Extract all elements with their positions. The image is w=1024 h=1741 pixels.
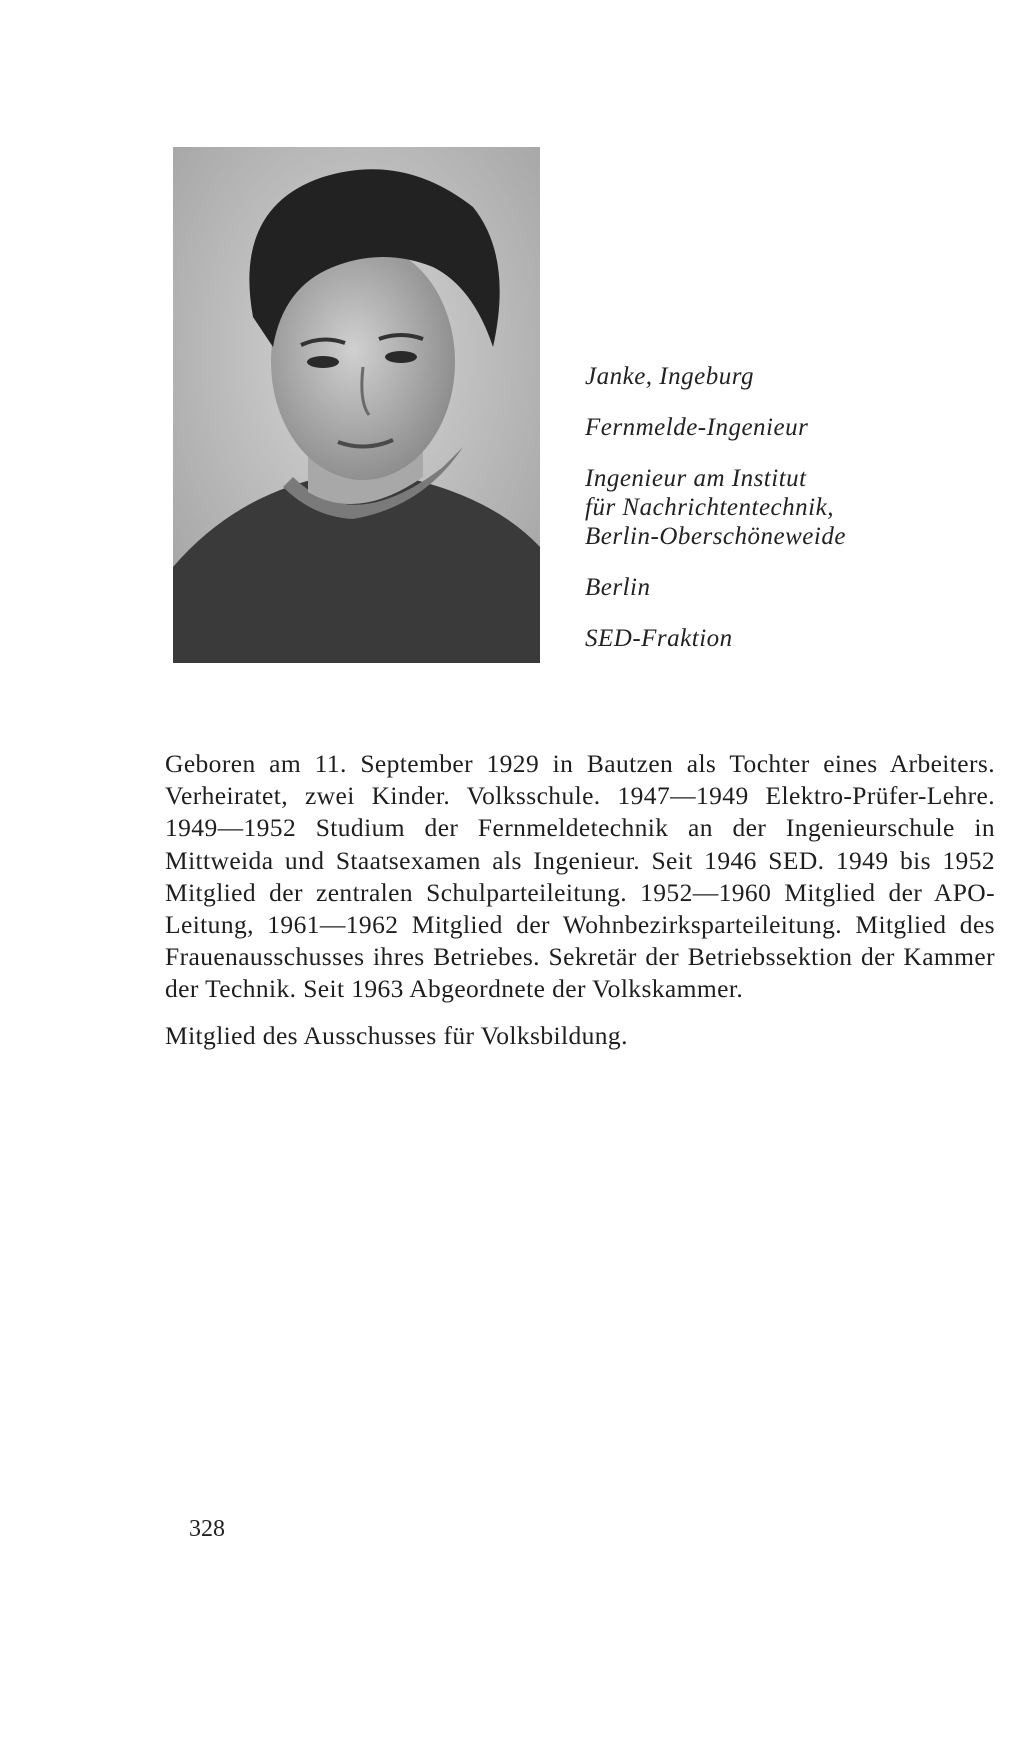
portrait-photo (173, 147, 540, 663)
person-name: Janke, Ingeburg (585, 363, 755, 390)
page-number: 328 (189, 1516, 225, 1542)
portrait-photo-icon (173, 147, 540, 663)
person-constituency: Berlin (585, 574, 651, 601)
biography (165, 748, 995, 1066)
caption-block (585, 362, 985, 675)
person-profession: Fernmelde-Ingenieur (585, 414, 809, 441)
biography-paragraph-2: Mitglied des Ausschusses für Volksbildung. (165, 1020, 628, 1050)
biography-paragraph-1: Geboren am 11. September 1929 in Bautzen als Tochter eines Arbeiters. Verheiratet, zwei Kinder. Volksschule. 1947—1949 Elektro-Prüfer-Lehre. 1949—1952 Studium der Fernmeldetechnik an der Ingenieurschule in Mittweida und Staatsexamen als Ingenieur. Seit 1946 SED. 1949 bis 1952 Mitglied der zentralen Schulparteileitung. 1952—1960 Mitglied der APO-Leitung, 1961—1962 Mitglied der Wohnbezirksparteileitung. Mitglied des Frauenausschusses ihres Betriebes. Sekretär der Betriebssektion der Kammer der Technik. Seit 1963 Abgeordnete der Volkskammer. (165, 749, 995, 1004)
person-position: Ingenieur am Institut für Nachrichtentechnik, Berlin-Oberschöneweide (585, 465, 846, 550)
person-faction: SED-Fraktion (585, 625, 733, 652)
